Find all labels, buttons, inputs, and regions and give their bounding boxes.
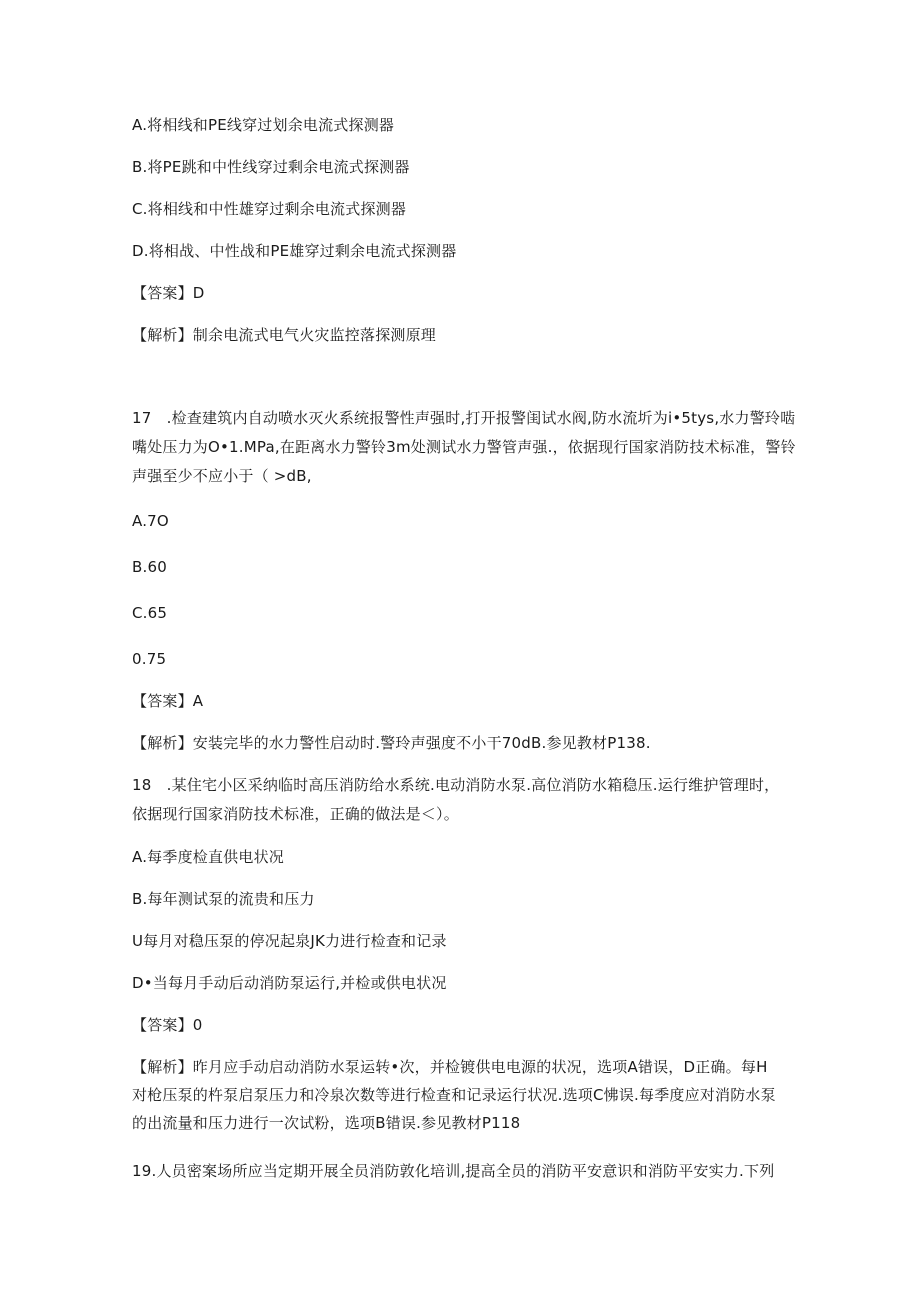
q17-option-a: A.7O (132, 512, 169, 530)
q16-option-c: C.将相线和中性雄穿过剩余电流式探测器 (132, 200, 407, 218)
q17-option-c: C.65 (132, 604, 168, 622)
q16-analysis: 【解析】制余电流式电气火灾监控落探测原理 (132, 326, 437, 344)
q17-answer: 【答案】A (132, 692, 204, 710)
q18-analysis-line-3: 的出流量和压力进行一次试粉，选项B错误.参见教材P118 (132, 1114, 521, 1132)
q17-option-d: 0.75 (132, 650, 167, 668)
q17-option-b: B.60 (132, 558, 167, 576)
q18-stem-line-2: 依据现行国家消防技术标准，正确的做法是＜）。 (132, 805, 459, 823)
q18-analysis-line-1: 【解析】昨月应手动启动消防水泵运转•次，并检镀供电电源的状况，选项A错误，D正确。每H (132, 1058, 768, 1076)
q18-answer: 【答案】0 (132, 1016, 203, 1034)
q16-option-d: D.将相战、中性战和PE雄穿过剩余电流式探测器 (132, 242, 457, 260)
q18-stem-line-1: 18 .某住宅小区采纳临时高压消防给水系统.电动消防水泵.高位消防水箱稳压.运行维护管理时， (132, 776, 780, 794)
q18-analysis-line-2: 对枪压泵的杵泵启泵压力和冷泉次数等进行检查和记录运行状况.选项C怫误.每季度应对消防水泵 (132, 1086, 776, 1104)
q18-option-d: D•当每月手动后动消防泵运行,并检或供电状况 (132, 974, 447, 992)
q17-stem-line-2: 嘴处压力为O•1.MPa,在距离水力警铃3m处测试水力警管声强.，依据现行国家消防技术标准，警铃 (132, 438, 796, 456)
q19-stem-line-1: 19.人员密案场所应当定期开展全员消防敦化培训,提高全员的消防平安意识和消防平安实力.下列 (132, 1162, 775, 1180)
q16-option-a: A.将相线和PE线穿过划余电流式探测器 (132, 116, 395, 134)
q16-option-b: B.将PE跳和中性线穿过剩余电流式探测器 (132, 158, 410, 176)
q17-stem-line-1: 17 .检查建筑内自动喷水灭火系统报警性声强时,打开报警闺试水阀,防水流圻为i•5tys,水力警玲啮 (132, 409, 796, 427)
q18-option-c: U每月对稳压泵的停况起泉JK力进行检查和记录 (132, 932, 447, 950)
q17-analysis: 【解析】安装完毕的水力警性启动时.警玲声强度不小干70dB.参见教材P138. (132, 734, 651, 752)
q17-stem-line-3: 声强至少不应小于（ >dB, (132, 467, 312, 485)
q18-option-b: B.每年测试泵的流贵和压力 (132, 890, 315, 908)
q18-option-a: A.每季度检直供电状况 (132, 848, 284, 866)
q16-answer: 【答案】D (132, 284, 205, 302)
